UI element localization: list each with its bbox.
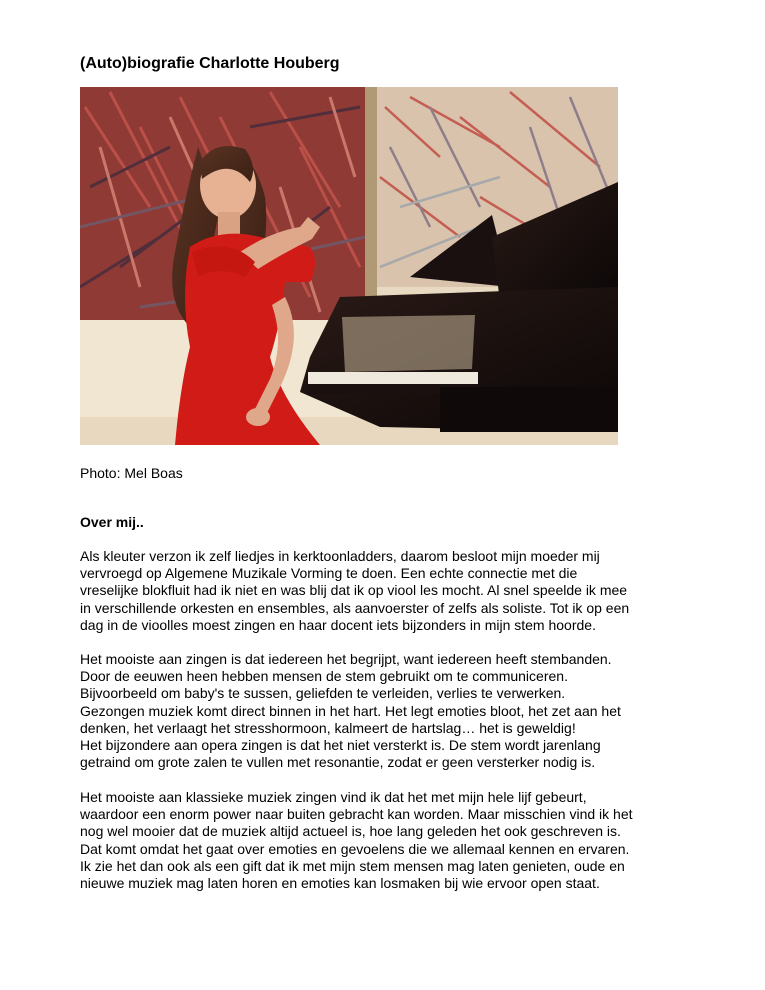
photo-caption: Photo: Mel Boas xyxy=(80,465,183,481)
text-line: nieuwe muziek mag laten horen en emoties kan losmaken bij wie ervoor open staat. xyxy=(80,875,600,892)
text-line: waardoor een enorm power naar buiten gebracht kan worden. Maar misschien vind ik het xyxy=(80,806,633,823)
section-heading: Over mij.. xyxy=(80,514,144,530)
text-line: dag in de vioolles moest zingen en haar docent iets bijzonders in mijn stem hoorde. xyxy=(80,616,596,633)
text-line: getraind om grote zalen te vullen met resonantie, zodat er geen versterker nodig is. xyxy=(80,754,596,771)
paragraph-intro xyxy=(80,548,680,634)
paragraph-classical xyxy=(80,789,680,892)
portrait-photo xyxy=(80,87,618,445)
text-line: Door de eeuwen heen hebben mensen de stem gebruikt om te communiceren. xyxy=(80,668,568,685)
text-line: denken, het verlaagt het stresshormoon, kalmeert de hartslag… het is geweldig! xyxy=(80,719,576,736)
text-line: Gezongen muziek komt direct binnen in het hart. Het legt emoties bloot, het zet aan het xyxy=(80,702,621,719)
paragraph-singing xyxy=(80,651,680,771)
text-line: Het mooiste aan klassieke muziek zingen vind ik dat het met mijn hele lijf gebeurt, xyxy=(80,789,587,805)
text-line: vervroegd op Algemene Muzikale Vorming te doen. Een echte connectie met die xyxy=(80,565,578,582)
text-line: Het mooiste aan zingen is dat iedereen het begrijpt, want iedereen heeft stembanden. xyxy=(80,651,612,667)
text-line: Dat komt omdat het gaat over emoties en gevoelens die we allemaal kennen en ervaren. xyxy=(80,840,630,857)
text-line: vreselijke blokfluit had ik niet en was blij dat ik op viool les mocht. Al snel speelde ik mee xyxy=(80,582,628,599)
text-line: Als kleuter verzon ik zelf liedjes in kerktoonladders, daarom besloot mijn moeder mij xyxy=(80,548,600,564)
text-line: Bijvoorbeeld om baby's te sussen, geliefden te verleiden, verlies te verwerken. xyxy=(80,685,566,702)
text-line: Ik zie het dan ook als een gift dat ik met mijn stem mensen mag laten genieten, oude en xyxy=(80,857,625,874)
text-line: in verschillende orkesten en ensembles, als aanvoerster of zelfs als soliste. Tot ik op een xyxy=(80,599,630,616)
text-line: nog wel mooier dat de muziek altijd actueel is, hoe lang geleden het ook geschreven is. xyxy=(80,823,621,840)
page-title: (Auto)biografie Charlotte Houberg xyxy=(80,55,340,72)
text-line: Het bijzondere aan opera zingen is dat het niet versterkt is. De stem wordt jarenlang xyxy=(80,737,601,754)
